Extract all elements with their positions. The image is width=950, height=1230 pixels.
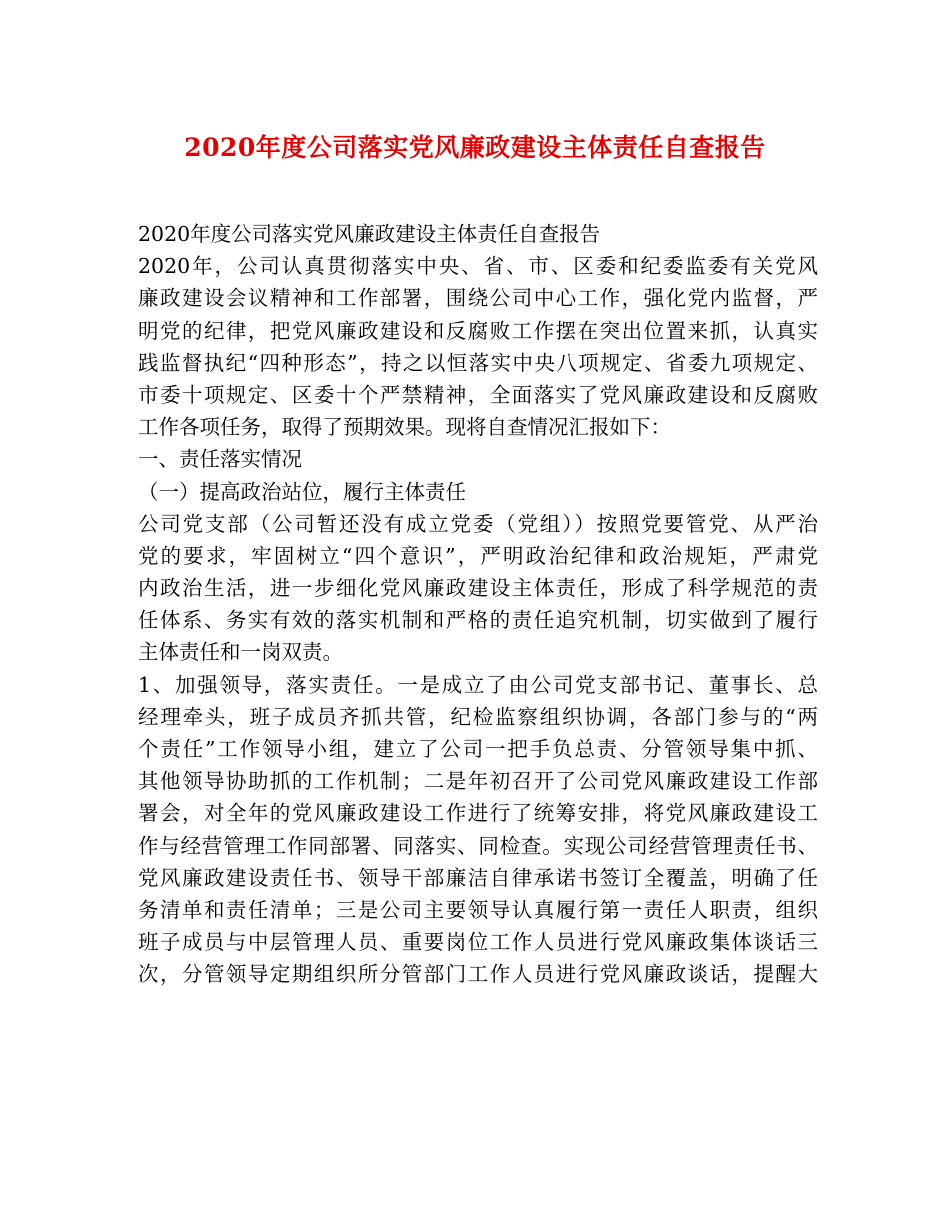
body-line: 作与经营管理工作同部署、同落实、同检查。实现公司经营管理责任书、 [138,833,818,858]
body-line: 个责任”工作领导小组，建立了公司一把手负总责、分管领导集中抓、 [138,737,818,761]
subsection-heading: （一）提高政治站位，履行主体责任 [138,479,466,504]
body-line: 党的要求，牢固树立“四个意识”，严明政治纪律和政治规矩，严肃党 [138,543,818,568]
body-line: 明党的纪律，把党风廉政建设和反腐败工作摆在突出位置来抓，认真实 [138,318,818,343]
body-line: 经理牵头，班子成员齐抓共管，纪检监察组织协调，各部门参与的“两 [138,704,818,729]
body-line: 廉政建设会议精神和工作部署，围绕公司中心工作，强化党内监督，严 [138,286,818,311]
body-line: 任体系、务实有效的落实机制和严格的责任追究机制，切实做到了履行 [138,608,818,633]
section-heading: 一、责任落实情况 [138,447,302,472]
body-line: 其他领导协助抓的工作机制；二是年初召开了公司党风廉政建设工作部 [138,769,818,794]
body-line: 内政治生活，进一步细化党风廉政建设主体责任，形成了科学规范的责 [138,576,818,601]
body-line: 践监督执纪“四种形态”，持之以恒落实中央八项规定、省委九项规定、 [138,350,818,375]
body-line: 务清单和责任清单；三是公司主要领导认真履行第一责任人职责，组织 [138,897,818,922]
document-title: 2020年度公司落实党风廉政建设主体责任自查报告 [184,133,766,162]
body-line: 党风廉政建设责任书、领导干部廉洁自律承诺书签订全覆盖，明确了任 [138,865,818,890]
body-line: 2020年，公司认真贯彻落实中央、省、市、区委和纪委监委有关党风 [138,254,818,279]
body-line: 公司党支部（公司暂还没有成立党委（党组））按照党要管党、从严治 [138,511,818,536]
body-line: 次，分管领导定期组织所分管部门工作人员进行党风廉政谈话，提醒大 [138,962,818,987]
body-line: 班子成员与中层管理人员、重要岗位工作人员进行党风廉政集体谈话三 [138,930,818,955]
body-line: 署会，对全年的党风廉政建设工作进行了统筹安排，将党风廉政建设工 [138,801,818,826]
body-line: 工作各项任务，取得了预期效果。现将自查情况汇报如下： [138,415,671,440]
body-line: 1、加强领导，落实责任。一是成立了由公司党支部书记、董事长、总 [138,672,818,697]
body-line: 市委十项规定、区委十个严禁精神，全面落实了党风廉政建设和反腐败 [138,382,818,407]
body-line: 主体责任和一岗双责。 [138,640,343,665]
body-line: 2020年度公司落实党风廉政建设主体责任自查报告 [138,222,601,246]
document-body [138,218,818,991]
